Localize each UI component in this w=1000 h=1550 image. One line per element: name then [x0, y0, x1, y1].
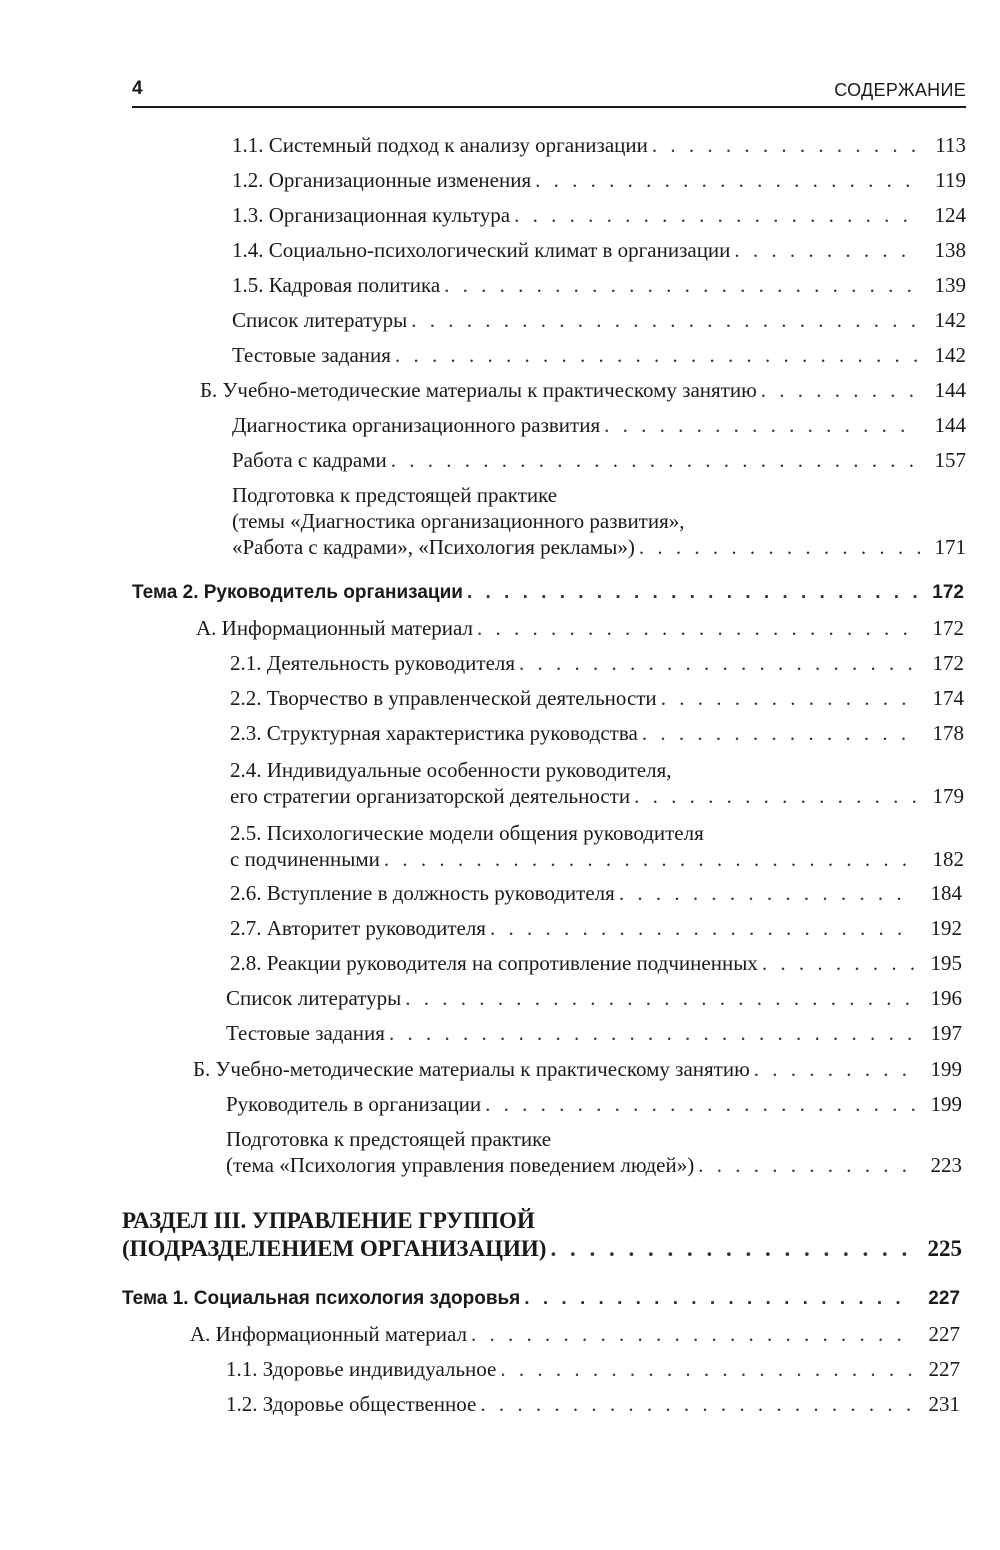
toc-page-number: 195 — [930, 951, 962, 975]
toc-entry-title: А. Информационный материал — [196, 616, 474, 640]
toc-entry — [230, 915, 962, 941]
toc-entry-title: 1.3. Организационная культура — [232, 203, 511, 227]
dot-leader — [524, 1286, 914, 1312]
toc-entry — [226, 1091, 962, 1117]
toc-entry-title-line: 2.5. Психологические модели общения руководителя — [230, 821, 704, 845]
toc-entry-title: Список литературы — [232, 308, 408, 332]
dot-leader — [500, 1356, 914, 1382]
toc-page-number: 178 — [932, 721, 964, 745]
toc-entry-title-line: 2.4. Индивидуальные особенности руководителя, — [230, 758, 672, 782]
toc-entry-title: Тема 1. Социальная психология здоровья — [122, 1288, 521, 1309]
toc-entry — [232, 412, 966, 438]
dot-leader — [639, 534, 920, 560]
toc-entry-title: (тема «Психология управления поведением людей») — [226, 1153, 695, 1177]
dot-leader — [550, 1235, 916, 1263]
dot-leader — [642, 720, 918, 746]
dot-leader — [514, 202, 920, 228]
toc-page-number: 172 — [932, 582, 964, 603]
toc-page-number: 144 — [934, 413, 966, 437]
toc-entry — [122, 1207, 962, 1263]
dot-leader — [634, 783, 918, 809]
toc-page-number: 227 — [928, 1357, 960, 1381]
toc-entry-title: 2.2. Творчество в управленческой деятельности — [230, 686, 657, 710]
toc-entry — [226, 985, 962, 1011]
toc-entry — [230, 880, 962, 906]
dot-leader — [405, 985, 916, 1011]
toc-entry-title: 2.3. Структурная характеристика руководства — [230, 721, 638, 745]
toc-page-number: 144 — [934, 378, 966, 402]
toc-entry — [230, 950, 962, 976]
toc-page-number: 231 — [928, 1392, 960, 1416]
dot-leader — [477, 615, 918, 641]
dot-leader — [661, 685, 918, 711]
toc-entry-title-line: РАЗДЕЛ III. УПРАВЛЕНИЕ ГРУППОЙ — [122, 1208, 535, 1233]
toc-entry — [200, 377, 966, 403]
toc-entry — [232, 167, 966, 193]
toc-entry-title: Руководитель в организации — [226, 1092, 482, 1116]
toc-entry-title: 2.1. Деятельность руководителя — [230, 651, 516, 675]
toc-entry — [232, 202, 966, 228]
toc-page-number: 196 — [930, 986, 962, 1010]
toc-entry — [232, 132, 966, 158]
dot-leader — [490, 915, 916, 941]
toc-page-number: 171 — [934, 535, 966, 559]
toc-entry-title: «Работа с кадрами», «Психология рекламы») — [232, 535, 635, 559]
toc-entry-title: Тема 2. Руководитель организации — [132, 582, 463, 603]
toc-entry — [232, 272, 966, 298]
toc-entry — [226, 1391, 960, 1417]
toc-entry-title: его стратегии организаторской деятельности — [230, 784, 631, 808]
toc-page-number: 192 — [930, 916, 962, 940]
dot-leader — [734, 237, 920, 263]
dot-leader — [519, 650, 918, 676]
toc-page-number: 179 — [932, 784, 964, 808]
dot-leader — [619, 880, 916, 906]
dot-leader — [471, 1321, 914, 1347]
toc-page-number: 227 — [928, 1322, 960, 1346]
toc-entry-title: 2.6. Вступление в должность руководителя — [230, 881, 615, 905]
toc-entry — [226, 1020, 962, 1046]
toc-entry-title: Тестовые задания — [226, 1021, 385, 1045]
toc-entry — [230, 757, 964, 809]
running-title: СОДЕРЖАНИЕ — [834, 80, 966, 100]
toc-entry — [230, 720, 964, 746]
toc-entry-title: 1.5. Кадровая политика — [232, 273, 441, 297]
dot-leader — [411, 307, 920, 333]
dot-leader — [652, 132, 920, 158]
toc-entry-title: 1.2. Организационные изменения — [232, 168, 532, 192]
dot-leader — [761, 377, 920, 403]
toc-entry-title: Диагностика организационного развития — [232, 413, 601, 437]
toc-entry — [232, 447, 966, 473]
toc-page-number: 199 — [930, 1057, 962, 1081]
toc-entry — [232, 307, 966, 333]
toc-entry-title: 1.2. Здоровье общественное — [226, 1392, 477, 1416]
toc-entry-title: Список литературы — [226, 986, 402, 1010]
toc-page-number: 113 — [935, 133, 966, 157]
toc-entry-title: Б. Учебно-методические материалы к практическому занятию — [193, 1057, 750, 1081]
toc-page-number: 199 — [930, 1092, 962, 1116]
toc-page-number: 124 — [934, 203, 966, 227]
toc-entry — [232, 237, 966, 263]
toc-page-number: 227 — [928, 1288, 960, 1309]
toc-entry-title-line: Подготовка к предстоящей практике — [232, 483, 558, 507]
toc-page-number: 142 — [934, 343, 966, 367]
toc-entry-title: с подчиненными — [230, 847, 380, 871]
toc-page-number: 184 — [930, 881, 962, 905]
dot-leader — [391, 447, 920, 473]
toc-page-number: 172 — [932, 651, 964, 675]
page-number: 4 — [132, 78, 143, 99]
toc-entry-title: Тестовые задания — [232, 343, 391, 367]
toc-page-number: 172 — [932, 616, 964, 640]
toc-page-number: 182 — [932, 847, 964, 871]
dot-leader — [395, 342, 920, 368]
dot-leader — [535, 167, 920, 193]
toc-entry — [230, 685, 964, 711]
toc-entry — [190, 1321, 960, 1347]
dot-leader — [389, 1020, 916, 1046]
dot-leader — [384, 846, 918, 872]
toc-page-number: 197 — [930, 1021, 962, 1045]
dot-leader — [754, 1056, 916, 1082]
toc-entry-title: 2.7. Авторитет руководителя — [230, 916, 486, 940]
toc-entry — [226, 1356, 960, 1382]
dot-leader — [698, 1152, 916, 1178]
dot-leader — [444, 272, 920, 298]
toc-entry-title: Работа с кадрами — [232, 448, 387, 472]
toc-entry — [232, 342, 966, 368]
toc-page-number: 139 — [934, 273, 966, 297]
dot-leader — [467, 580, 918, 606]
toc-entry — [230, 820, 964, 872]
toc-page-number: 138 — [934, 238, 966, 262]
toc-entry — [230, 650, 964, 676]
toc-entry-title-line: Подготовка к предстоящей практике — [226, 1127, 552, 1151]
dot-leader — [762, 950, 916, 976]
toc-entry — [196, 615, 964, 641]
toc-entry-title: 1.1. Здоровье индивидуальное — [226, 1357, 497, 1381]
toc-page-number: 225 — [927, 1236, 962, 1261]
toc-entry — [226, 1126, 962, 1178]
toc-entry-title: (ПОДРАЗДЕЛЕНИЕМ ОРГАНИЗАЦИИ) — [122, 1236, 547, 1261]
toc-page-number: 119 — [935, 168, 966, 192]
toc-entry-title: Б. Учебно-методические материалы к практическому занятию — [200, 378, 757, 402]
dot-leader — [485, 1091, 916, 1117]
toc-entry-title: 1.1. Системный подход к анализу организации — [232, 133, 648, 157]
toc-entry — [232, 482, 966, 560]
toc-page-number: 174 — [932, 686, 964, 710]
toc-entry — [122, 1286, 960, 1312]
toc-page-number: 223 — [930, 1153, 962, 1177]
toc-page-number: 142 — [934, 308, 966, 332]
toc-entry-title: А. Информационный материал — [190, 1322, 468, 1346]
toc-entry — [132, 580, 964, 606]
toc-page-number: 157 — [934, 448, 966, 472]
toc-entry-title-line: (темы «Диагностика организационного развития», — [232, 509, 685, 533]
dot-leader — [480, 1391, 914, 1417]
toc-entry — [193, 1056, 962, 1082]
dot-leader — [604, 412, 920, 438]
toc-entry-title: 1.4. Социально-психологический климат в организации — [232, 238, 731, 262]
toc-entry-title: 2.8. Реакции руководителя на сопротивление подчиненных — [230, 951, 758, 975]
